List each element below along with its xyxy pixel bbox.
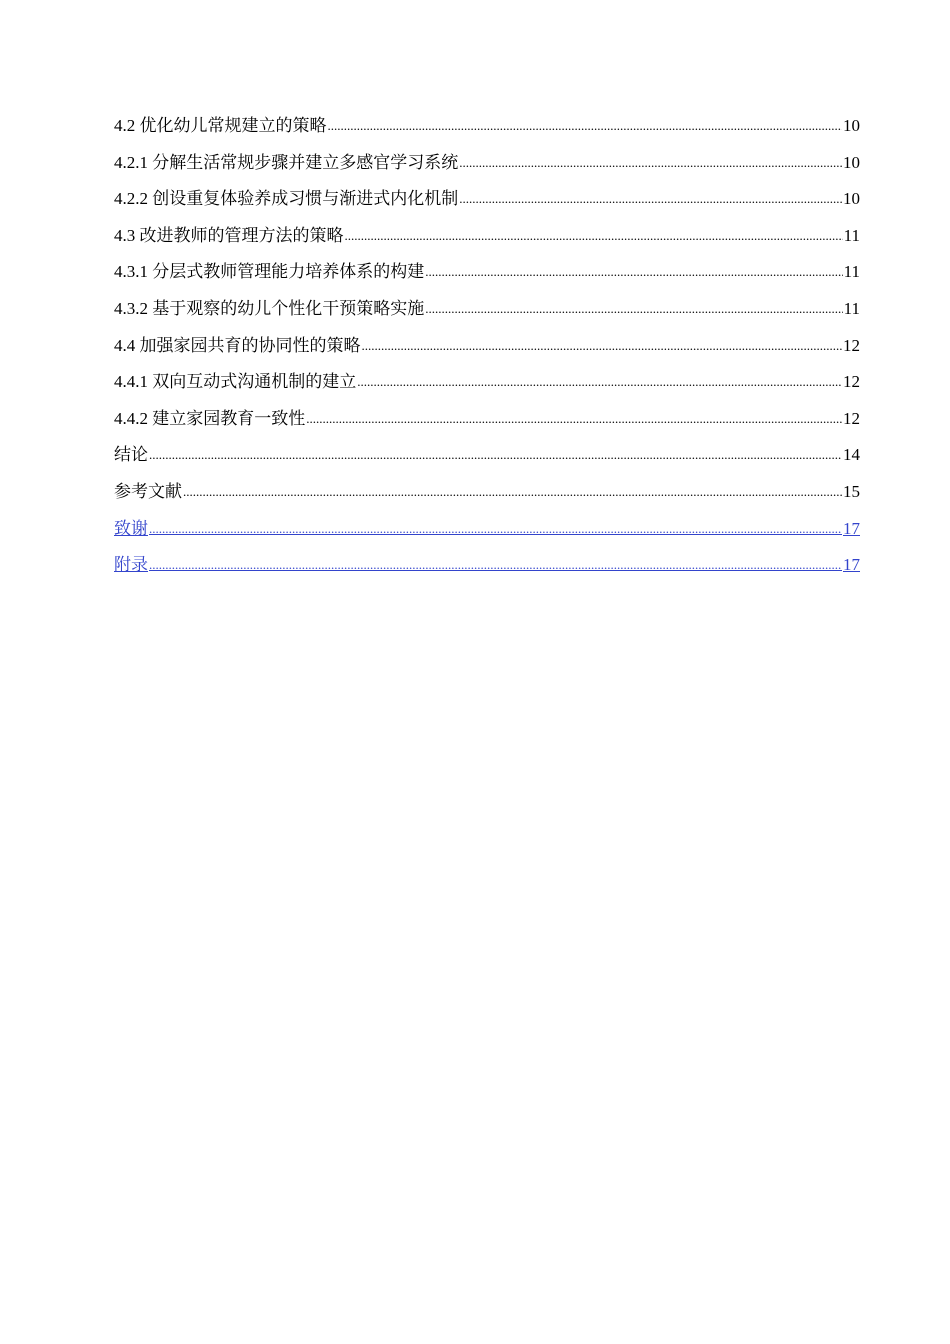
toc-entry-title: 4.2 优化幼儿常规建立的策略	[114, 116, 327, 135]
toc-entry-page: 12	[843, 335, 860, 355]
toc-entry-title: 参考文献	[114, 481, 182, 501]
toc-link-appendix[interactable]	[114, 553, 860, 590]
toc-entry-title: 附录	[114, 555, 148, 575]
toc-entry-4-4-1[interactable]	[114, 370, 860, 407]
toc-entry-page: 17	[843, 555, 860, 575]
toc-dot-leader	[183, 480, 842, 504]
toc-link-acknowledgements[interactable]	[114, 517, 860, 554]
toc-entry-page: 12	[843, 408, 860, 428]
toc-entry-page: 14	[843, 445, 860, 465]
toc-dot-leader	[357, 370, 842, 394]
toc-entry-title: 4.4 加强家园共育的协同性的策略	[114, 335, 361, 355]
toc-entry-title: 4.3.1 分层式教师管理能力培养体系的构建	[114, 262, 425, 282]
toc-dot-leader	[306, 407, 842, 431]
toc-dot-leader	[328, 114, 843, 138]
toc-entry-title: 4.3.2 基于观察的幼儿个性化干预策略实施	[114, 298, 425, 318]
toc-entry-4-4[interactable]	[114, 334, 860, 371]
toc-entry-title: 4.3 改进教师的管理方法的策略	[114, 225, 344, 245]
toc-dot-leader	[459, 187, 842, 211]
toc-entry-4-4-2[interactable]	[114, 407, 860, 444]
toc-entry-page: 10	[843, 152, 860, 172]
toc-dot-leader	[362, 334, 843, 358]
toc-entry-4-3-1[interactable]	[114, 260, 860, 297]
toc-dot-leader	[345, 224, 843, 248]
table-of-contents	[114, 114, 860, 590]
toc-entry-page: 11	[843, 225, 860, 245]
toc-dot-leader	[459, 151, 842, 175]
toc-dot-leader	[425, 260, 842, 284]
toc-entry-4-3[interactable]	[114, 224, 860, 261]
toc-entry-page: 10	[843, 189, 860, 209]
toc-entry-title: 结论	[114, 445, 148, 465]
toc-entry-4-2[interactable]	[114, 114, 860, 151]
toc-entry-title: 4.4.1 双向互动式沟通机制的建立	[114, 372, 357, 392]
toc-entry-page: 11	[843, 298, 860, 318]
toc-dot-leader	[149, 517, 842, 541]
toc-dot-leader	[149, 443, 842, 467]
toc-entry-conclusion[interactable]	[114, 443, 860, 480]
toc-entry-title: 4.2.2 创设重复体验养成习惯与渐进式内化机制	[114, 189, 459, 209]
toc-entry-references[interactable]	[114, 480, 860, 517]
toc-dot-leader	[149, 553, 842, 577]
toc-entry-page: 11	[843, 262, 860, 282]
toc-entry-4-3-2[interactable]	[114, 297, 860, 334]
toc-entry-4-2-2[interactable]	[114, 187, 860, 224]
toc-entry-page: 10	[843, 116, 860, 135]
toc-entry-title: 4.4.2 建立家园教育一致性	[114, 408, 306, 428]
toc-entry-page: 12	[843, 372, 860, 392]
toc-entry-page: 17	[843, 518, 860, 538]
toc-entry-title: 致谢	[114, 518, 148, 538]
toc-dot-leader	[425, 297, 842, 321]
toc-entry-title: 4.2.1 分解生活常规步骤并建立多感官学习系统	[114, 152, 459, 172]
toc-entry-page: 15	[843, 481, 860, 501]
toc-entry-4-2-1[interactable]	[114, 151, 860, 188]
